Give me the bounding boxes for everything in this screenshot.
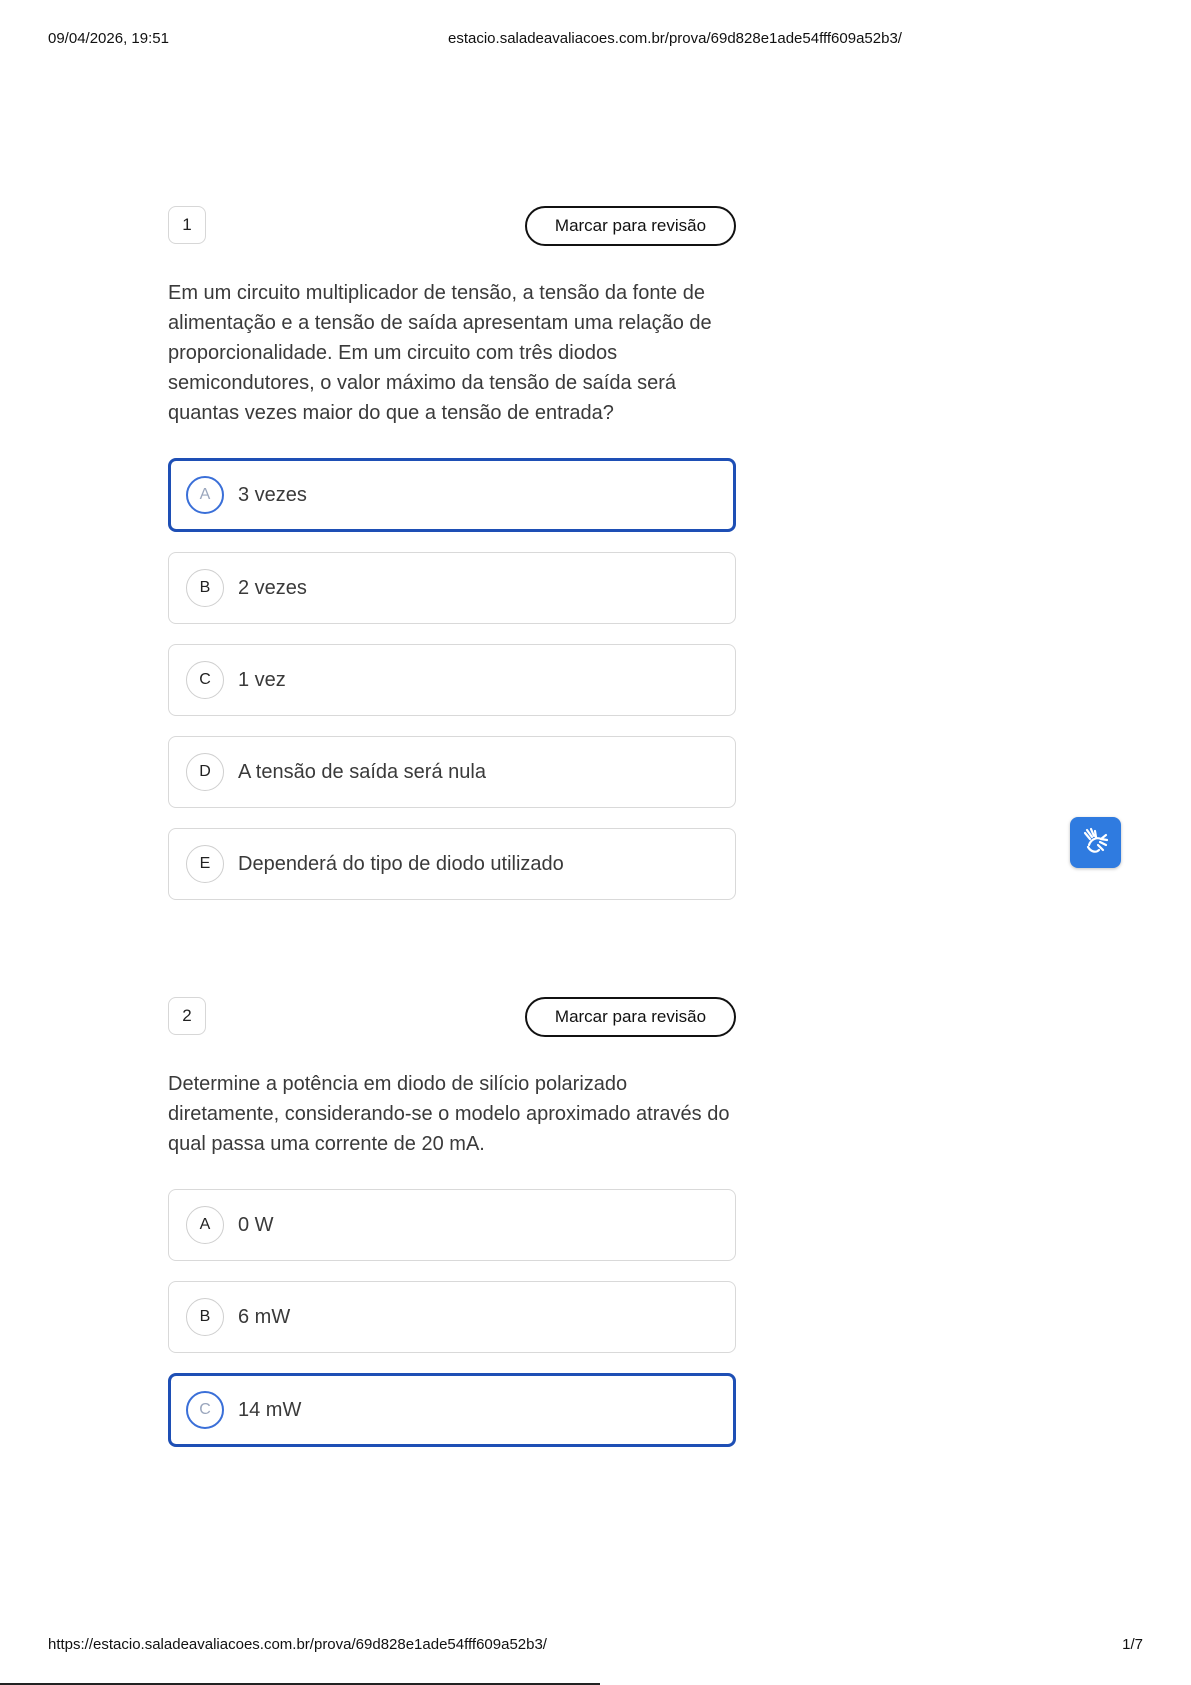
question-1 [168,206,736,920]
option-label: A tensão de saída será nula [238,760,486,783]
option-a[interactable] [168,458,736,532]
option-letter: A [186,1206,224,1244]
option-letter: C [186,1391,224,1429]
option-b[interactable] [168,1281,736,1353]
question-header [168,997,736,1039]
mark-for-review-button[interactable]: Marcar para revisão [525,206,736,246]
option-d[interactable] [168,736,736,808]
option-label: 0 W [238,1213,274,1236]
option-letter: B [186,569,224,607]
question-number: 1 [168,206,206,244]
option-label: Dependerá do tipo de diodo utilizado [238,852,564,875]
question-text: Em um circuito multiplicador de tensão, a tensão da fonte de alimentação e a tensão de saída apresentam uma relação de proporcionalidade. Em um circuito com três diodos semicondutores, o valor máximo da tensão de saída será quantas vezes maior do que a tensão de entrada? [168,282,712,424]
option-label: 14 mW [238,1398,302,1421]
option-label: 2 vezes [238,576,307,599]
sign-language-button[interactable] [1070,817,1121,868]
option-b[interactable] [168,552,736,624]
print-footer-url: https://estacio.saladeavaliacoes.com.br/prova/69d828e1ade54fff609a52b3/ [48,1636,547,1653]
question-header [168,206,736,248]
question-2 [168,997,736,1467]
print-footer [48,1636,1143,1656]
option-letter: D [186,753,224,791]
print-header-url: estacio.saladeavaliacoes.com.br/prova/69d828e1ade54fff609a52b3/ [448,30,902,47]
options-list [168,458,736,900]
option-c[interactable] [168,644,736,716]
option-label: 6 mW [238,1305,291,1328]
option-letter: E [186,845,224,883]
option-label: 1 vez [238,668,286,691]
option-c[interactable] [168,1373,736,1447]
print-header [48,30,1143,50]
page-number: 1/7 [1122,1636,1143,1653]
question-text: Determine a potência em diodo de silício polarizado diretamente, considerando-se o modelo aproximado através do qual passa uma corrente de 20 mA. [168,1073,730,1155]
mark-for-review-button[interactable]: Marcar para revisão [525,997,736,1037]
option-letter: A [186,476,224,514]
option-letter: C [186,661,224,699]
question-number: 2 [168,997,206,1035]
option-a[interactable] [168,1189,736,1261]
sign-language-hands-icon [1079,823,1113,862]
option-letter: B [186,1298,224,1336]
option-e[interactable] [168,828,736,900]
print-datetime: 09/04/2026, 19:51 [48,30,169,47]
option-label: 3 vezes [238,483,307,506]
options-list [168,1189,736,1447]
